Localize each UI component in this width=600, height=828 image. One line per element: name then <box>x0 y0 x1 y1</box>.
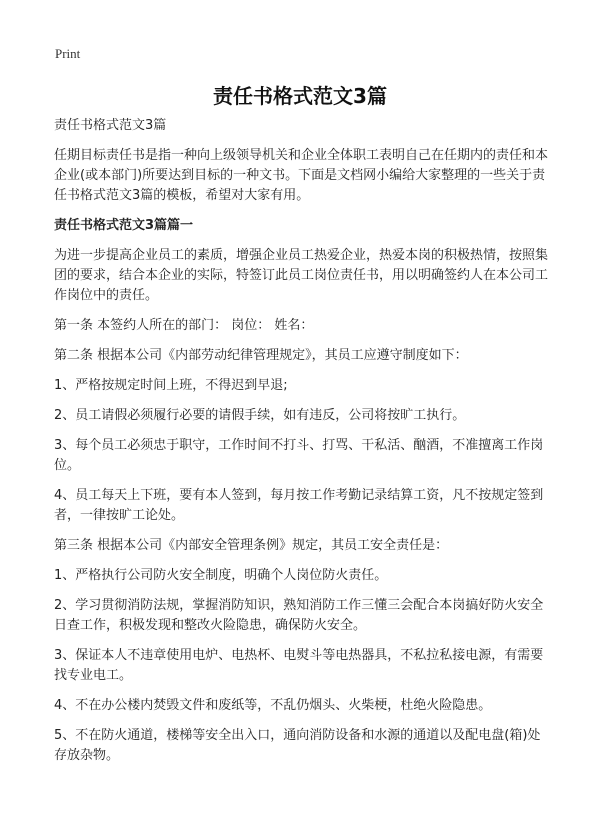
body-paragraph: 1、严格执行公司防火安全制度，明确个人岗位防火责任。 <box>54 568 388 583</box>
body-paragraph: 第一条 本签约人所在的部门： 岗位： 姓名： <box>54 318 314 333</box>
intro-paragraph: 任期目标责任书是指一种向上级领导机关和企业全体职工表明自己在任期内的责任和本企业(或本部门)所要达到目标的一种文书。下面是文档网小编给大家整理的一些关于责任书格式范文3篇的模板，希望对大家有用。 <box>54 148 549 203</box>
print-label[interactable]: Print <box>55 46 81 61</box>
body-paragraph: 5、不在防火通道，楼梯等安全出入口，通向消防设备和水源的通道以及配电盘(箱)处存放杂物。 <box>54 728 541 763</box>
body-paragraph: 4、不在办公楼内焚毁文件和废纸等，不乱仍烟头、火柴梗，杜绝火险隐患。 <box>54 698 492 713</box>
body-paragraph: 2、学习贯彻消防法规，掌握消防知识，熟知消防工作三懂三会配合本岗搞好防火安全日查工作，积极发现和整改火险隐患，确保防火安全。 <box>54 598 544 633</box>
body-paragraph: 第二条 根据本公司《内部劳动纪律管理规定》，其员工应遵守制度如下： <box>54 348 468 363</box>
body-paragraph: 3、保证本人不违章使用电炉、电热杯、电熨斗等电热器具，不私拉私接电源，有需要找专业电工。 <box>54 648 544 683</box>
body-paragraph: 1、严格按规定时间上班，不得迟到早退; <box>54 378 288 393</box>
body-paragraph: 3、每个员工必须忠于职守，工作时间不打斗、打骂、干私活、酗酒，不准擅离工作岗位。 <box>54 438 544 473</box>
document-subtitle: 责任书格式范文3篇 <box>54 118 167 133</box>
document-body <box>54 116 550 776</box>
page-title: 责任书格式范文3篇 <box>213 84 387 108</box>
body-paragraph: 2、员工请假必须履行必要的请假手续，如有违反，公司将按旷工执行。 <box>54 408 466 423</box>
body-paragraph: 为进一步提高企业员工的素质，增强企业员工热爱企业，热爱本岗的积极热情，按照集团的要求，结合本企业的实际，特签订此员工岗位责任书，用以明确签约人在本公司工作岗位中的责任。 <box>54 248 549 303</box>
section-heading: 责任书格式范文3篇篇一 <box>54 218 194 233</box>
body-paragraph: 第三条 根据本公司《内部安全管理条例》规定，其员工安全责任是： <box>54 538 449 553</box>
body-paragraph: 4、员工每天上下班，要有本人签到，每月按工作考勤记录结算工资，凡不按规定签到者，一律按旷工论处。 <box>54 488 544 523</box>
